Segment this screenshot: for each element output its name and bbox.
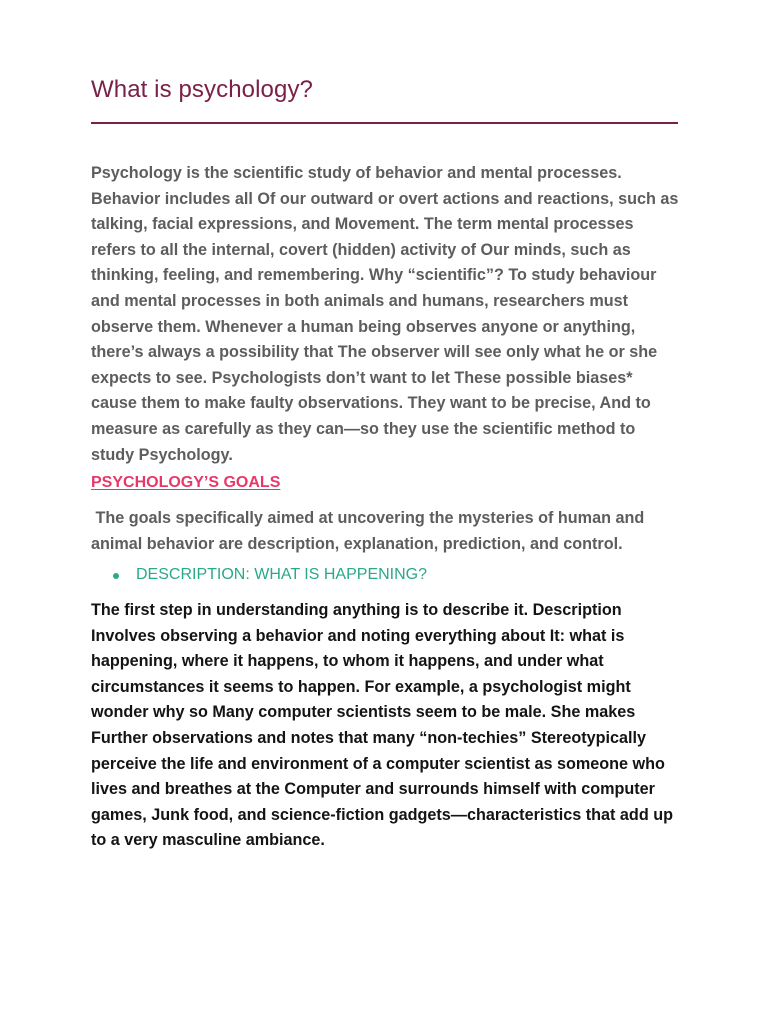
intro-paragraph: Psychology is the scientific study of behavior and mental processes. Behavior includes all Of our outward or overt actions and reactions, such as talking, facial expressions, and Movement. The term mental processes refers to all the internal, covert (hidden) activity of Our minds, such as thinking, feeling, and remembering. Why “scientific”? To study behaviour and mental processes in both animals and humans, researchers must observe them. Whenever a human being observes anyone or anything, there’s always a possibility that The observer will see only what he or she expects to see. Psychologists don’t want to let These possible biases* cause them to make faulty observations. They want to be precise, And to measure as carefully as they can—so they use the scientific method to study Psychology.	[91, 164, 679, 464]
goals-intro-paragraph	[91, 506, 681, 557]
bullet-description-heading	[113, 566, 427, 584]
bullet-dot-icon	[113, 573, 119, 579]
description-paragraph: The first step in understanding anything is to describe it. Description Involves observing a behavior and noting everything about It: what is happening, where it happens, to whom it happens, and under what circumstances it seems to happen. For example, a psychologist might wonder why so Many computer scientists seem to be male. She makes Further observations and notes that many “non-techies” Stereotypically perceive the life and environment of a computer scientist as someone who lives and breathes at the Computer and surrounds himself with computer games, Junk food, and science-fiction gadgets—characteristics that add up to a very masculine ambiance.	[91, 601, 673, 850]
goals-intro-text: The goals specifically aimed at uncovering the mysteries of human and animal behavior are description, explanation, prediction, and control.	[91, 509, 645, 553]
page-title: What is psychology?	[91, 76, 314, 103]
bullet-description-label: DESCRIPTION: WHAT IS HAPPENING?	[136, 566, 428, 583]
title-divider	[91, 122, 678, 124]
goals-heading: PSYCHOLOGY’S GOALS	[91, 474, 281, 491]
